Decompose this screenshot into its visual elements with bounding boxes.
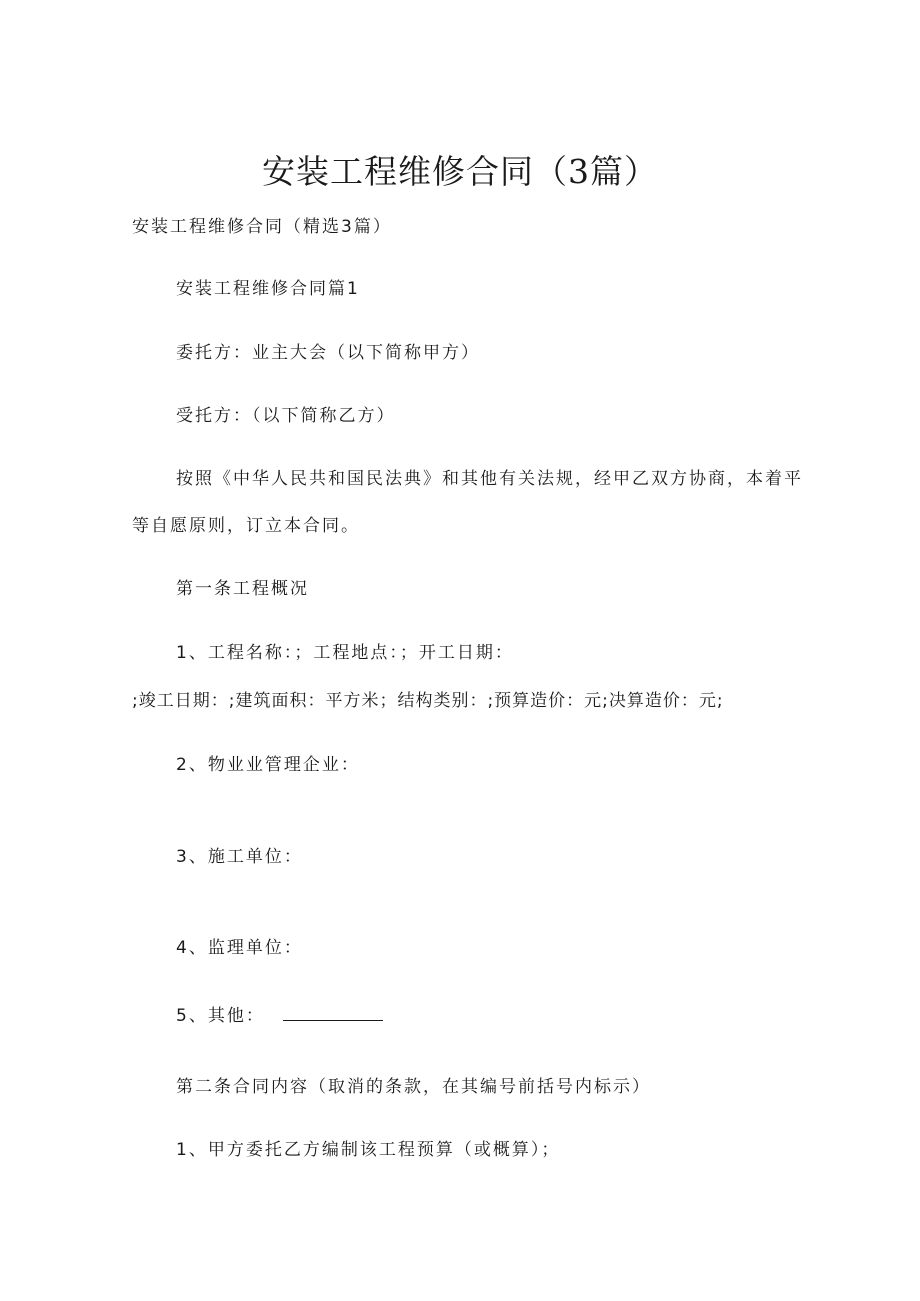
principal-party: 委托方：业主大会（以下简称甲方） bbox=[176, 343, 480, 363]
article1-item1-line1: 1、工程名称：；工程地点：；开工日期： bbox=[176, 643, 514, 663]
article1-item1-line2: ;竣工日期：;建筑面积：平方米；结构类别：;预算造价：元;决算造价：元; bbox=[132, 691, 724, 711]
article1-heading: 第一条工程概况 bbox=[176, 579, 309, 599]
intro-paragraph-line2: 等自愿原则，订立本合同。 bbox=[132, 516, 360, 536]
article1-item5-row bbox=[176, 1003, 383, 1029]
document-subtitle: 安装工程维修合同（精选3篇） bbox=[132, 217, 392, 237]
section-heading: 安装工程维修合同篇1 bbox=[176, 279, 360, 299]
article1-item5: 5、其他： bbox=[176, 1006, 265, 1026]
article1-item4: 4、监理单位： bbox=[176, 938, 303, 958]
article1-item3: 3、施工单位： bbox=[176, 847, 303, 867]
article2-heading: 第二条合同内容（取消的条款，在其编号前括号内标示） bbox=[176, 1077, 651, 1097]
intro-paragraph-line1: 按照《中华人民共和国民法典》和其他有关法规，经甲乙双方协商，本着平 bbox=[176, 469, 803, 489]
agent-party: 受托方：（以下简称乙方） bbox=[176, 406, 396, 426]
fill-in-blank bbox=[283, 1006, 383, 1021]
article1-item2: 2、物业业管理企业： bbox=[176, 755, 360, 775]
article2-item1: 1、甲方委托乙方编制该工程预算（或概算）； bbox=[176, 1140, 561, 1160]
document-title: 安装工程维修合同（3篇） bbox=[262, 152, 658, 191]
